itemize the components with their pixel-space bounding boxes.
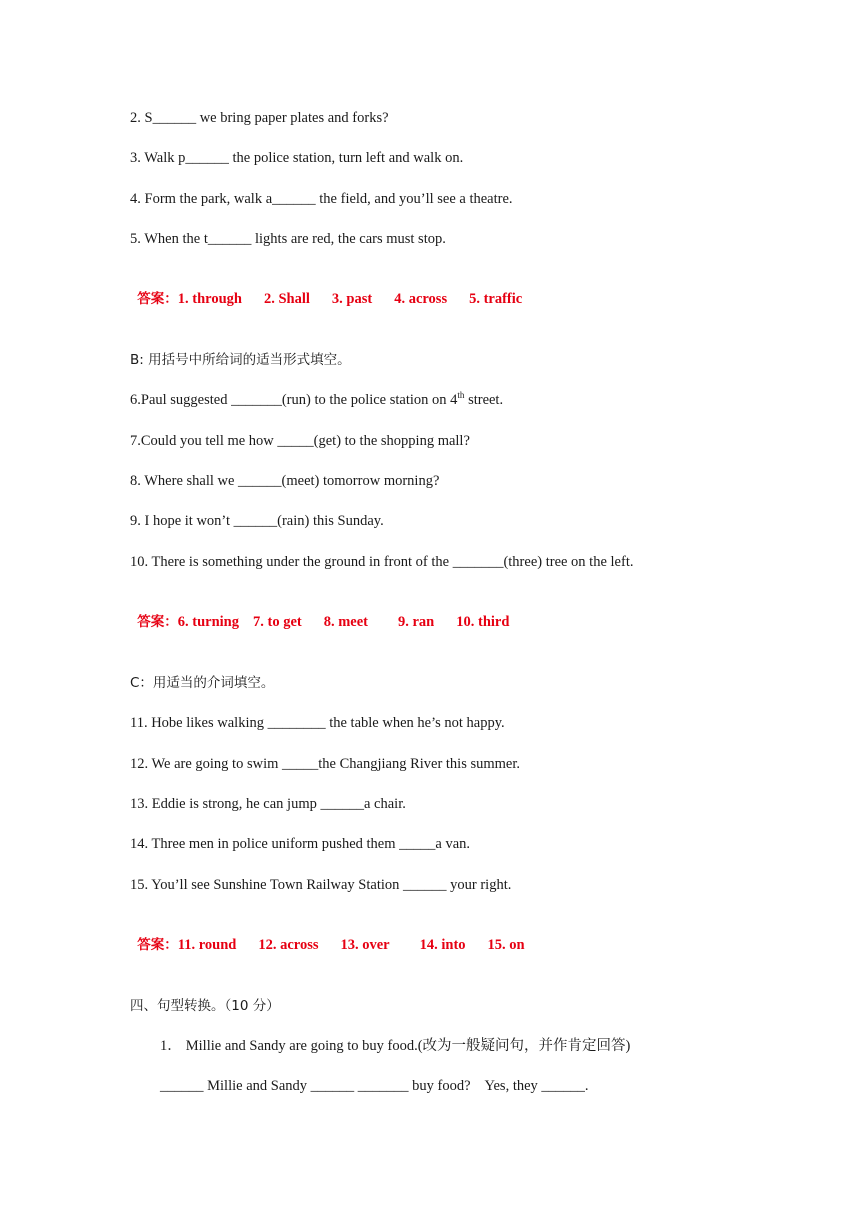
section-4-heading: 四、句型转换。（10 分）	[130, 998, 280, 1014]
answer-item: 14. into	[419, 937, 466, 953]
question-12: 12. We are going to swim _____the Changjiang River this summer.	[130, 756, 521, 772]
answer-item: 10. third	[456, 614, 510, 630]
question-3: 3. Walk p______ the police station, turn left and walk on.	[130, 150, 464, 166]
question-2: 2. S______ we bring paper plates and forks?	[130, 110, 389, 126]
section-c-heading: C：用适当的介词填空。	[130, 675, 275, 691]
question-7: 7.Could you tell me how _____(get) to the shopping mall?	[130, 433, 470, 449]
answer-line-b	[130, 592, 509, 632]
answer-item: 9. ran	[398, 614, 435, 630]
answer-line-c	[130, 915, 525, 955]
question-number: 1．	[160, 1038, 182, 1054]
answer-item: 13. over	[340, 937, 390, 953]
ordinal-suffix: th	[457, 390, 465, 401]
answer-label: 答案：	[137, 291, 178, 307]
question-6-end: street.	[464, 392, 504, 408]
section-b-heading: B: 用括号中所给词的适当形式填空。	[130, 352, 351, 368]
answer-item: 12. across	[258, 937, 319, 953]
question-4: 4. Form the park, walk a______ the field, and you’ll see a theatre.	[130, 191, 513, 207]
answer-item: 11. round	[177, 937, 237, 953]
question-14: 14. Three men in police uniform pushed them _____a van.	[130, 836, 470, 852]
answer-item: 4. across	[394, 291, 448, 307]
answer-item: 3. past	[331, 291, 373, 307]
question-8: 8. Where shall we ______(meet) tomorrow morning?	[130, 473, 440, 489]
answer-item: 5. traffic	[469, 291, 523, 307]
question-11: 11. Hobe likes walking ________ the table when he’s not happy.	[130, 715, 505, 731]
answer-label: 答案：	[137, 937, 178, 953]
answer-line-a	[130, 269, 522, 309]
answer-item: 7. to get	[253, 614, 302, 630]
answer-item: 15. on	[487, 937, 525, 953]
answer-item: 6. turning	[177, 614, 239, 630]
question-13: 13. Eddie is strong, he can jump ______a chair.	[130, 796, 406, 812]
question-10: 10. There is something under the ground in front of the _______(three) tree on the left.	[130, 554, 634, 570]
answer-item: 1. through	[177, 291, 242, 307]
question-5: 5. When the t______ lights are red, the cars must stop.	[130, 231, 446, 247]
question-6-text: 6.Paul suggested _______(run) to the police station on 4	[130, 392, 458, 408]
answer-item: 2. Shall	[263, 291, 310, 307]
question-15: 15. You’ll see Sunshine Town Railway Station ______ your right.	[130, 877, 512, 893]
answer-label: 答案：	[137, 614, 178, 630]
transform-answer-blanks: ______ Millie and Sandy ______ _______ buy food? Yes, they ______.	[160, 1078, 589, 1094]
question-9: 9. I hope it won’t ______(rain) this Sunday.	[130, 513, 384, 529]
transform-question-1	[160, 1036, 630, 1056]
question-text: Millie and Sandy are going to buy food.(改为一般疑问句，并作肯定回答)	[185, 1038, 631, 1054]
answer-item: 8. meet	[323, 614, 368, 630]
question-6	[130, 390, 503, 410]
